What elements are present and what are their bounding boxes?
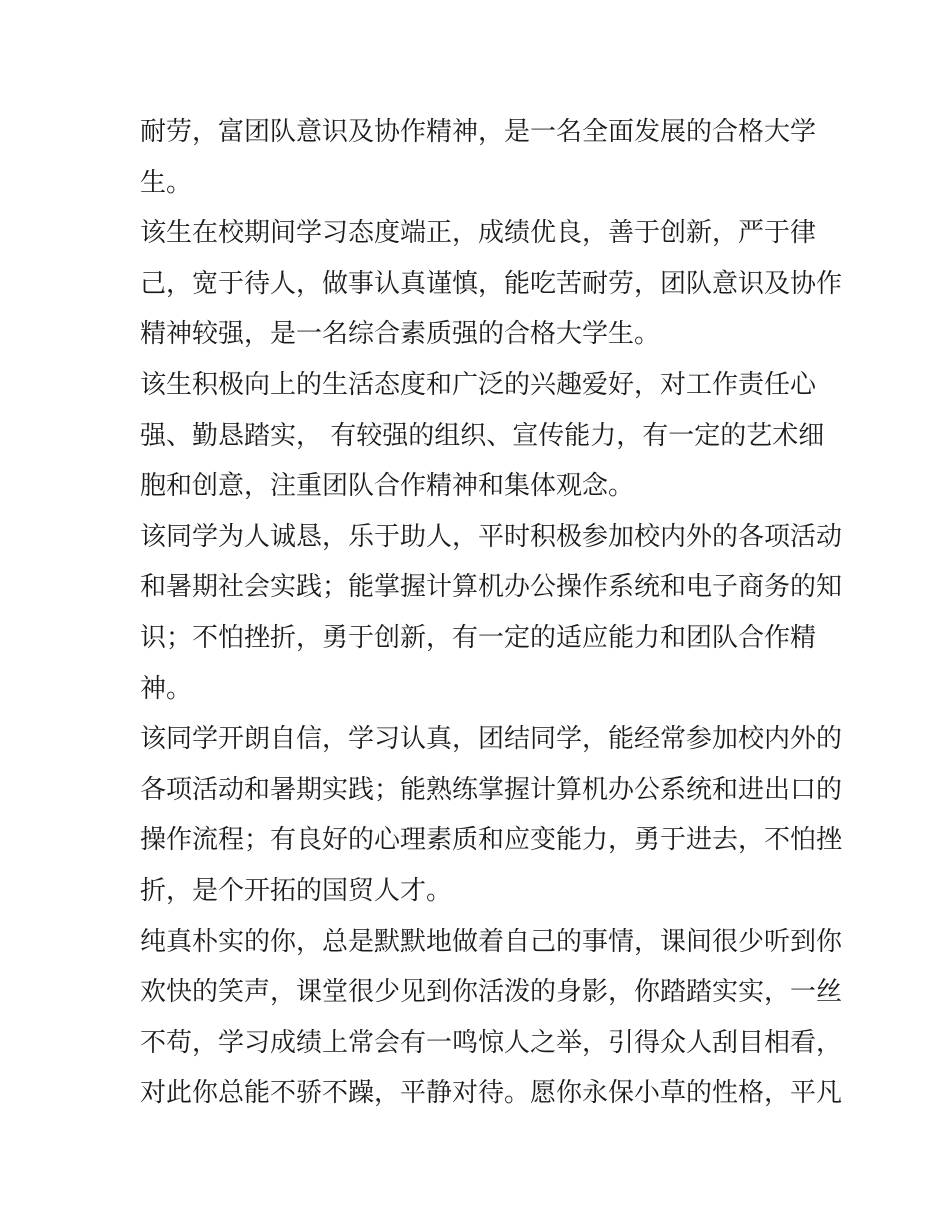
text-line: 操作流程；有良好的心理素质和应变能力，勇于进去，不怕挫	[140, 825, 843, 856]
text-line: 欢快的笑声，课堂很少见到你活泼的身影，你踏踏实实，一丝	[140, 977, 843, 1008]
text-line: 和暑期社会实践；能掌握计算机办公操作系统和电子商务的知	[140, 572, 843, 603]
paragraph-5	[140, 714, 843, 916]
text-line: 不苟，学习成绩上常会有一鸣惊人之举，引得众人刮目相看，	[140, 1027, 843, 1058]
paragraph-2	[140, 208, 843, 360]
text-line: 该生积极向上的生活态度和广泛的兴趣爱好，对工作责任心	[140, 369, 817, 400]
paragraph-3	[140, 360, 825, 512]
text-line: 己，宽于待人，做事认真谨慎，能吃苦耐劳，团队意识及协作	[140, 268, 843, 299]
text-line: 各项活动和暑期实践；能熟练掌握计算机办公系统和进出口的	[140, 774, 843, 805]
text-line: 识；不怕挫折，勇于创新，有一定的适应能力和团队合作精	[140, 622, 817, 653]
text-line: 对此你总能不骄不躁，平静对待。愿你永保小草的性格，平凡	[140, 1078, 843, 1109]
paragraph-6	[140, 917, 843, 1119]
text-line: 神。	[140, 673, 193, 704]
text-line: 胞和创意，注重团队合作精神和集体观念。	[140, 471, 635, 502]
text-line: 该同学为人诚恳，乐于助人，平时积极参加校内外的各项活动	[140, 521, 843, 552]
text-line: 生。	[140, 167, 193, 198]
paragraph-4	[140, 512, 843, 714]
document-body	[140, 107, 843, 1119]
text-line: 该同学开朗自信，学习认真，团结同学，能经常参加校内外的	[140, 724, 843, 755]
text-line: 折，是个开拓的国贸人才。	[140, 875, 453, 906]
text-line: 耐劳，富团队意识及协作精神，是一名全面发展的合格大学	[140, 117, 817, 147]
text-line: 精神较强，是一名综合素质强的合格大学生。	[140, 319, 661, 350]
paragraph-1	[140, 107, 815, 208]
text-line: 该生在校期间学习态度端正，成绩优良，善于创新，严于律	[140, 218, 817, 249]
text-line: 强、勤恳踏实， 有较强的组织、宣传能力，有一定的艺术细	[140, 420, 825, 451]
text-line: 纯真朴实的你，总是默默地做着自己的事情，课间很少听到你	[140, 926, 843, 957]
